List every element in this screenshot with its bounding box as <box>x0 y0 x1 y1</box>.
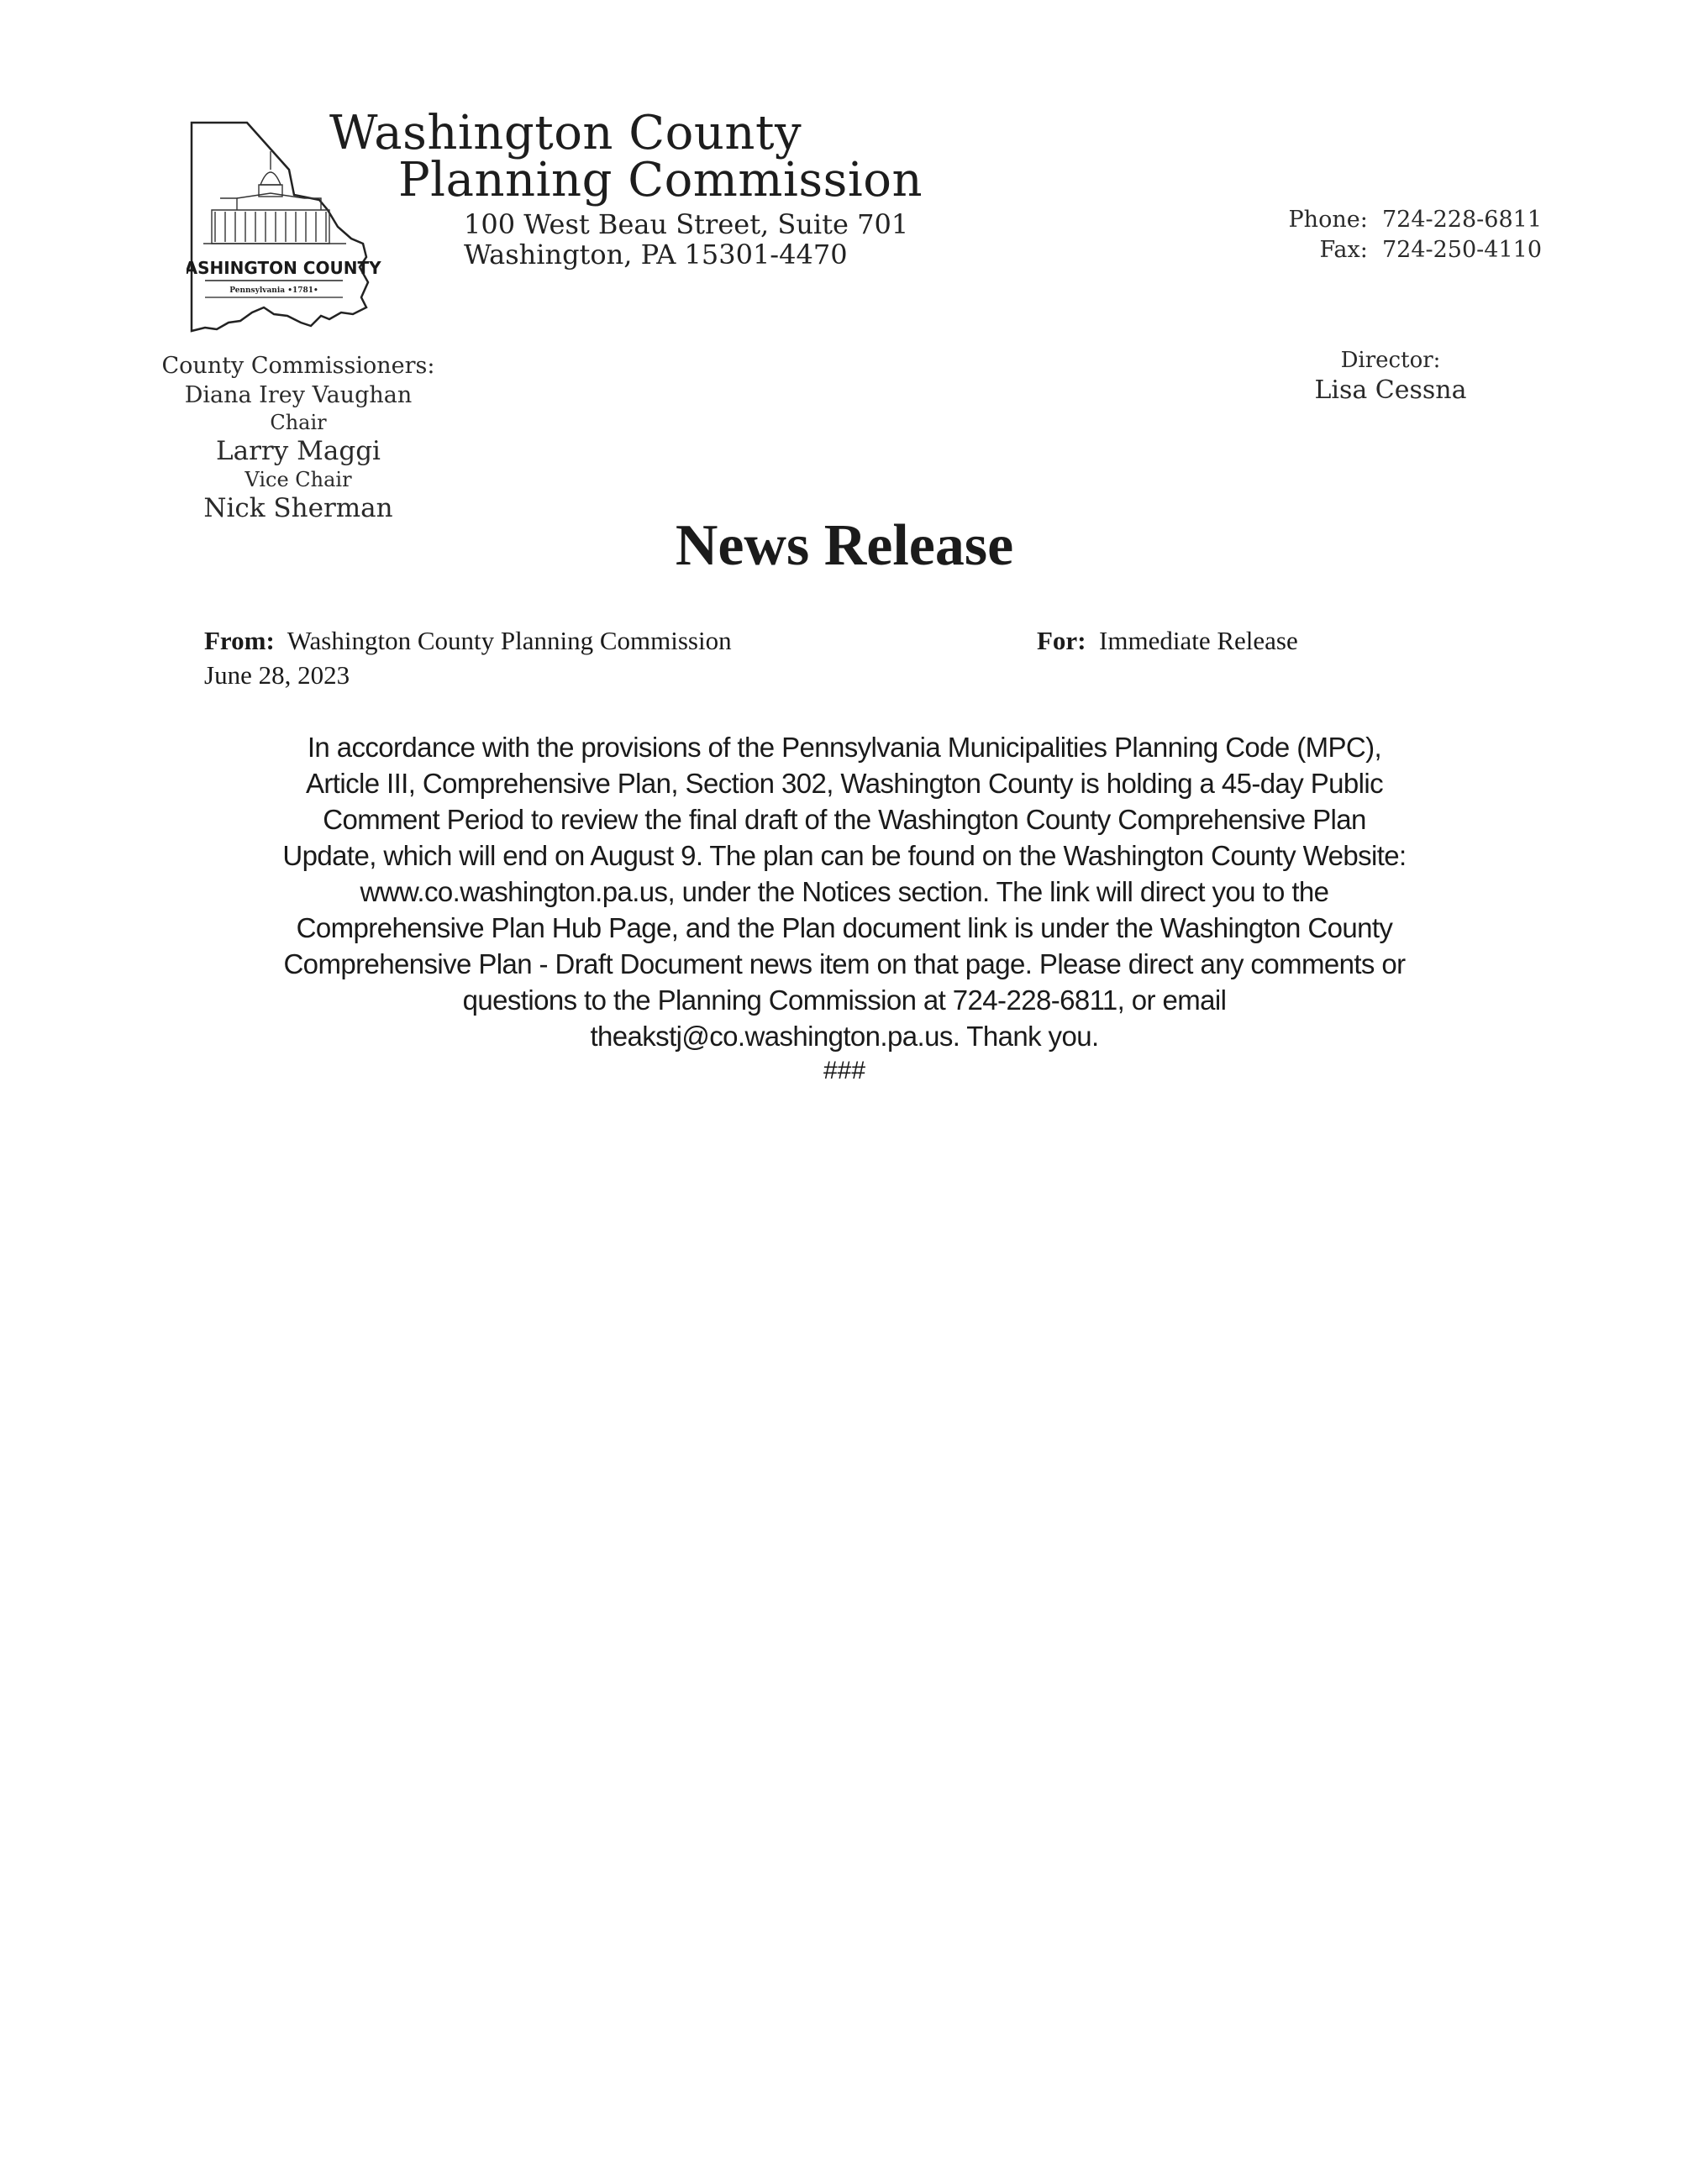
fax-label: Fax: <box>1319 237 1368 263</box>
fax-number: 724-250-4110 <box>1381 237 1542 263</box>
fax-line <box>1202 235 1542 265</box>
body-line: Comprehensive Plan Hub Page, and the Plan document link is under the Washington County <box>296 912 1393 943</box>
body-line: Update, which will end on August 9. The plan can be found on the Washington County Website: <box>282 840 1407 871</box>
commissioner-name: Nick Sherman <box>203 493 393 523</box>
release-body <box>185 729 1504 1054</box>
body-line: Article III, Comprehensive Plan, Section 302, Washington County is holding a 45-day Public <box>305 768 1383 799</box>
contact-block <box>1202 205 1542 265</box>
phone-number: 724-228-6811 <box>1381 207 1542 233</box>
director-name: Lisa Cessna <box>1314 375 1467 405</box>
body-line: Comprehensive Plan - Draft Document news item on that page. Please direct any comments or <box>283 948 1406 979</box>
page-title: News Release <box>675 513 1014 578</box>
commissioner-name: Diana Irey Vaughan <box>184 382 413 408</box>
for-value: Immediate Release <box>1099 626 1298 655</box>
release-date: June 28, 2023 <box>204 660 350 690</box>
commissioner-name: Larry Maggi <box>216 436 381 466</box>
city-state-zip: Washington, PA 15301-4470 <box>464 239 848 270</box>
from-value: Washington County Planning Commission <box>287 626 732 655</box>
commissioner-role: Chair <box>270 411 327 434</box>
organization-name-line2: Planning Commission <box>398 153 923 207</box>
director-block <box>1244 346 1538 407</box>
commissioners-label: County Commissioners: <box>161 353 435 379</box>
body-line: Comment Period to review the final draft of the Washington County Comprehensive Plan <box>323 804 1366 835</box>
end-of-release-mark: ### <box>823 1057 866 1084</box>
from-line <box>204 626 732 656</box>
phone-line <box>1202 205 1542 235</box>
commissioners-block <box>109 351 487 524</box>
director-label: Director: <box>1340 348 1441 373</box>
street-address: 100 West Beau Street, Suite 701 <box>464 208 909 240</box>
for-line <box>1037 626 1298 656</box>
for-label: For: <box>1037 626 1086 655</box>
from-label: From: <box>204 626 275 655</box>
commissioner-role: Vice Chair <box>245 468 352 491</box>
body-line: theakstj@co.washington.pa.us. Thank you. <box>590 1021 1099 1052</box>
svg-text:Pennsylvania •1781•: Pennsylvania •1781• <box>229 286 318 295</box>
svg-text:WASHINGTON COUNTY: WASHINGTON COUNTY <box>187 258 381 278</box>
phone-label: Phone: <box>1288 207 1368 233</box>
organization-name: Washington County <box>329 106 802 160</box>
body-line: questions to the Planning Commission at 724-228-6811, or email <box>462 984 1227 1016</box>
body-line: In accordance with the provisions of the Pennsylvania Municipalities Planning Code (MPC), <box>307 732 1382 763</box>
body-line: www.co.washington.pa.us, under the Notices section. The link will direct you to the <box>360 876 1329 907</box>
